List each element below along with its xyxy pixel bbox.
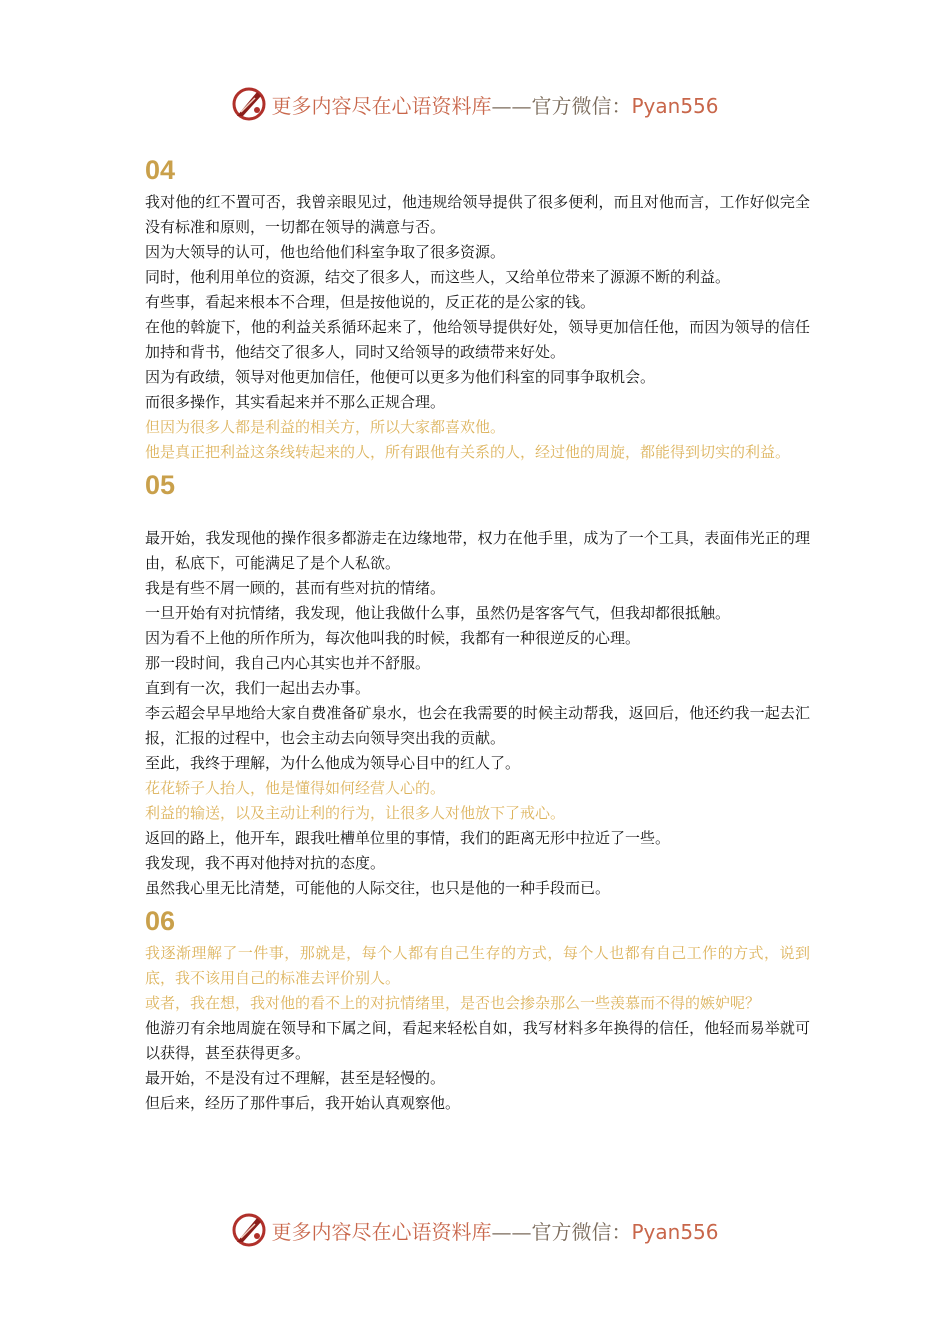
- paragraph: 有些事，看起来根本不合理，但是按他说的，反正花的是公家的钱。: [145, 293, 596, 311]
- paragraph: 李云超会早早地给大家自费准备矿泉水，也会在我需要的时候主动帮我，返回后，他还约我一起去汇报，汇报的过程中，也会主动去向领导突出我的贡献。: [145, 704, 810, 747]
- highlight-paragraph: 他是真正把利益这条线转起来的人，所有跟他有关系的人，经过他的周旋，都能得到切实的利益。: [145, 443, 791, 461]
- section-06: [145, 901, 810, 1116]
- paragraph: 我是有些不屑一顾的，甚而有些对抗的情绪。: [145, 579, 446, 597]
- paragraph: 我对他的红不置可否，我曾亲眼见过，他违规给领导提供了很多便利，而且对他而言，工作好似完全没有标准和原则，一切都在领导的满意与否。: [145, 193, 810, 236]
- paragraph: 最开始，我发现他的操作很多都游走在边缘地带，权力在他手里，成为了一个工具，表面伟光正的理由，私底下，可能满足了是个人私欲。: [145, 529, 810, 572]
- paragraph: 同时，他利用单位的资源，结交了很多人，而这些人，又给单位带来了源源不断的利益。: [145, 268, 731, 286]
- highlight-paragraph: 我逐渐理解了一件事，那就是，每个人都有自己生存的方式，每个人也都有自己工作的方式，说到底，我不该用自己的标准去评价别人。: [145, 944, 810, 987]
- paragraph: 在他的斡旋下，他的利益关系循环起来了，他给领导提供好处，领导更加信任他，而因为领导的信任加持和背书，他结交了很多人，同时又给领导的政绩带来好处。: [145, 318, 810, 361]
- paragraph: 一旦开始有对抗情绪，我发现，他让我做什么事，虽然仍是客客气气，但我却都很抵触。: [145, 604, 731, 622]
- paragraph: 那一段时间，我自己内心其实也并不舒服。: [145, 654, 431, 672]
- paragraph: 他游刃有余地周旋在领导和下属之间，看起来轻松自如，我写材料多年换得的信任，他轻而易举就可以获得，甚至获得更多。: [145, 1019, 810, 1062]
- paragraph: 我发现，我不再对他持对抗的态度。: [145, 854, 386, 872]
- paragraph: 但后来，经历了那件事后，我开始认真观察他。: [145, 1094, 461, 1112]
- section-heading: 05: [145, 470, 176, 500]
- highlight-paragraph: 利益的输送，以及主动让利的行为，让很多人对他放下了戒心。: [145, 804, 566, 822]
- section-04: [145, 150, 810, 465]
- section-heading: 06: [145, 906, 176, 936]
- section-05: [145, 465, 810, 901]
- paragraph: 最开始，不是没有过不理解，甚至是轻慢的。: [145, 1069, 446, 1087]
- header-banner: [0, 84, 950, 124]
- highlight-paragraph: 花花轿子人抬人，他是懂得如何经营人心的。: [145, 779, 446, 797]
- banner-text: 更多内容尽在心语资料库——官方微信：Pyan556: [271, 93, 719, 118]
- quill-logo-icon: [231, 1212, 267, 1248]
- section-heading: 04: [145, 155, 176, 185]
- highlight-paragraph: 或者，我在想，我对他的看不上的对抗情绪里，是否也会掺杂那么一些羡慕而不得的嫉妒呢？: [145, 994, 761, 1012]
- paragraph: 直到有一次，我们一起出去办事。: [145, 679, 371, 697]
- paragraph: 而很多操作，其实看起来并不那么正规合理。: [145, 393, 446, 411]
- banner-text: 更多内容尽在心语资料库——官方微信：Pyan556: [271, 1219, 719, 1244]
- paragraph: 虽然我心里无比清楚，可能他的人际交往，也只是他的一种手段而已。: [145, 879, 611, 897]
- paragraph: 因为有政绩，领导对他更加信任，他便可以更多为他们科室的同事争取机会。: [145, 368, 656, 386]
- article-body: [145, 150, 810, 1116]
- paragraph: 至此，我终于理解，为什么他成为领导心目中的红人了。: [145, 754, 521, 772]
- paragraph: 因为看不上他的所作所为，每次他叫我的时候，我都有一种很逆反的心理。: [145, 629, 641, 647]
- paragraph: 因为大领导的认可，他也给他们科室争取了很多资源。: [145, 243, 506, 261]
- highlight-paragraph: 但因为很多人都是利益的相关方，所以大家都喜欢他。: [145, 418, 506, 436]
- paragraph: 返回的路上，他开车，跟我吐槽单位里的事情，我们的距离无形中拉近了一些。: [145, 829, 671, 847]
- footer-banner: [0, 1210, 950, 1250]
- quill-logo-icon: [231, 86, 267, 122]
